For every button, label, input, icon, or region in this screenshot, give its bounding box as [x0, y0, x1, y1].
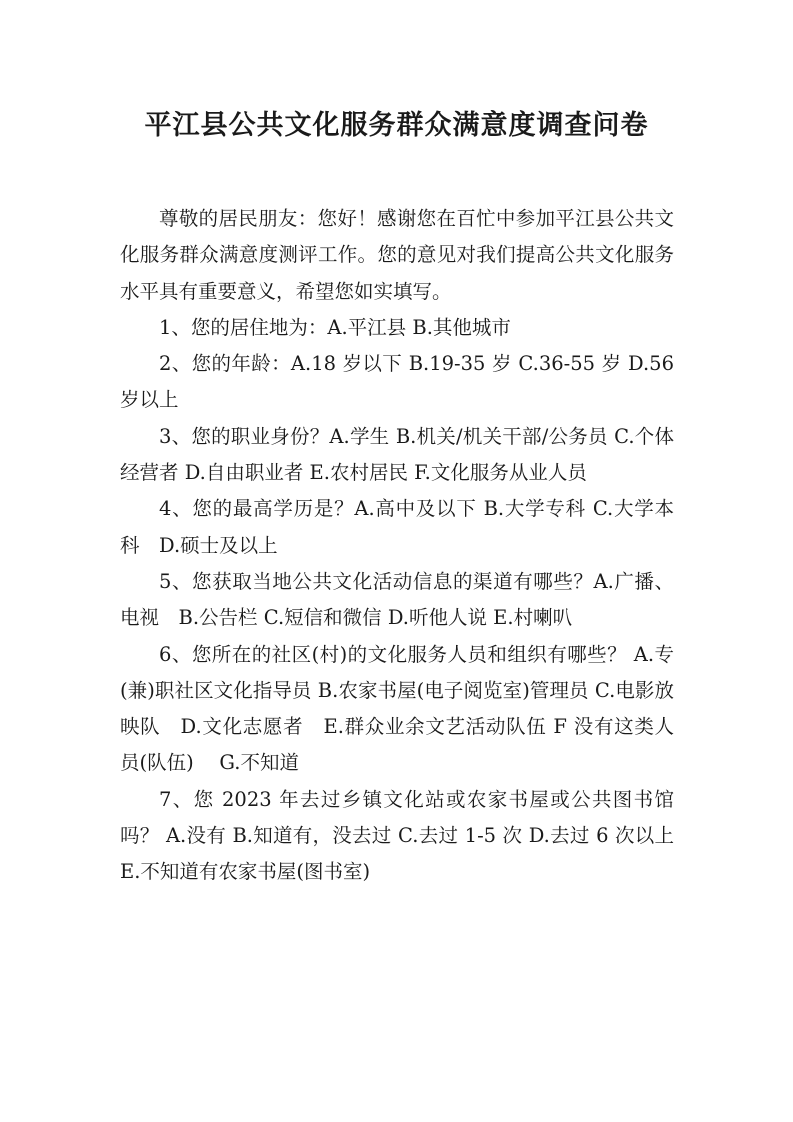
document-title: 平江县公共文化服务群众满意度调查问卷: [144, 110, 649, 141]
document-body: [120, 201, 674, 891]
question-5: 5、您获取当地公共文化活动信息的渠道有哪些？A.广播、电视 B.公告栏 C.短信和微信 D.听他人说 E.村喇叭: [120, 569, 674, 630]
question-4: 4、您的最高学历是？A.高中及以下 B.大学专科 C.大学本科 D.硕士及以上: [120, 497, 674, 557]
question-2: 2、您的年龄：A.18 岁以下 B.19-35 岁 C.36-55 岁 D.56 岁以上: [120, 352, 674, 412]
question-6: 6、您所在的社区(村)的文化服务人员和组织有哪些？ A.专(兼)职社区文化指导员 B.农家书屋(电子阅览室)管理员 C.电影放映队 D.文化志愿者 E.群众业余文艺活动队伍 F 没有这类人员(队伍) G.不知道: [120, 642, 674, 775]
question-1: 1、您的居住地为：A.平江县 B.其他城市: [159, 315, 511, 339]
intro-paragraph: 尊敬的居民朋友：您好！感谢您在百忙中参加平江县公共文化服务群众满意度测评工作。您的意见对我们提高公共文化服务水平具有重要意义，希望您如实填写。: [120, 207, 674, 303]
question-3: 3、您的职业身份？A.学生 B.机关/机关干部/公务员 C.个体经营者 D.自由职业者 E.农村居民 F.文化服务从业人员: [120, 424, 674, 485]
question-7: 7、您 2023 年去过乡镇文化站或农家书屋或公共图书馆吗？ A.没有 B.知道有，没去过 C.去过 1-5 次 D.去过 6 次以上 E.不知道有农家书屋(图书室): [120, 787, 674, 884]
